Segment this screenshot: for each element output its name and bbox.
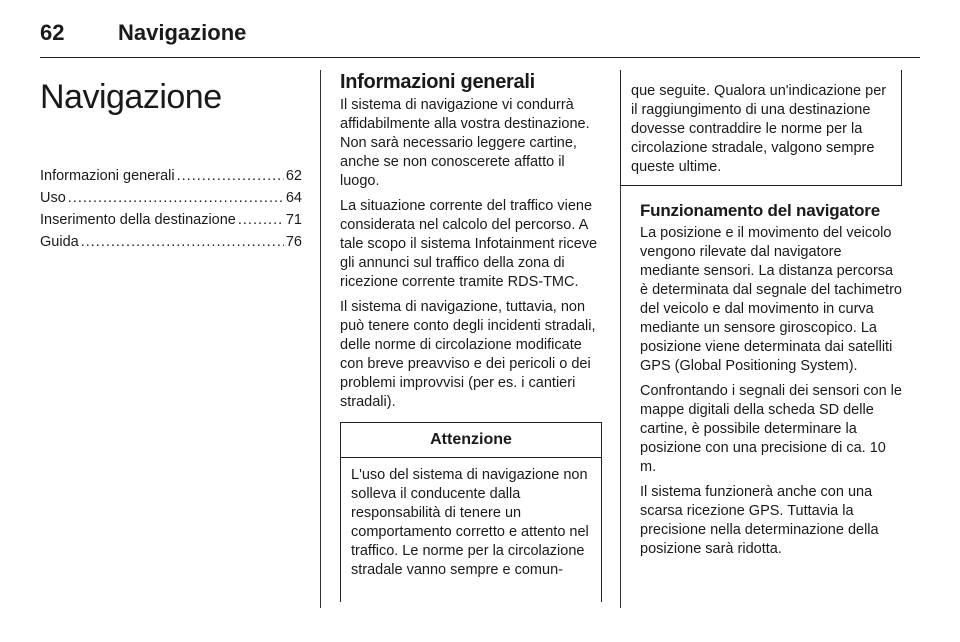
page-number: 62: [40, 20, 65, 45]
toc-page: 71: [285, 212, 302, 228]
toc-label: Uso: [40, 190, 66, 206]
paragraph: Il sistema funzionerà anche con una scarsa ricezione GPS. Tuttavia la precisione nella determinazione della posizione sarà ridotta.: [640, 484, 879, 557]
page-header: [40, 16, 920, 60]
toc-leader: [177, 165, 284, 187]
toc-leader: [238, 209, 284, 231]
left-column: [40, 70, 302, 253]
toc-leader: [81, 231, 284, 253]
paragraph: La posizione e il movimento del veicolo vengono rilevate dal navigatore mediante sensori. La distanza percorsa è determinata dal segnale del tachimetro del veicolo e dal movimento in curva mediante un sensore giroscopico. La posizione viene determinata dai satelliti GPS (Global Positioning System).: [640, 225, 902, 374]
toc-item-guida[interactable]: [40, 231, 302, 253]
toc-label: Informazioni generali: [40, 168, 175, 184]
middle-column: [340, 70, 602, 602]
subsection-title: Funzionamento del navigatore: [640, 201, 880, 220]
chapter-title: Navigazione: [40, 78, 222, 116]
warning-heading: Attenzione: [341, 422, 601, 458]
warning-box: [340, 422, 602, 602]
table-of-contents: [40, 165, 302, 253]
toc-label: Guida: [40, 234, 79, 250]
header-divider: [40, 57, 920, 58]
toc-leader: [68, 187, 284, 209]
column-divider: [320, 70, 321, 608]
paragraph: La situazione corrente del traffico viene considerata nel calcolo del percorso. A tale scopo il sistema Infotainment riceve gli annunci sul traffico della zona di ricezione corrente tramite RDS-TMC.: [340, 198, 598, 290]
paragraph: Il sistema di navigazione vi condurrà affidabilmente alla vostra destinazione. Non sarà necessario leggere cartine, anche se non conoscerete affatto il luogo.: [340, 97, 590, 189]
warning-box-continued: [620, 70, 902, 186]
warning-text-continued: que seguite. Qualora un'indicazione per il raggiungimento di una destinazione dovesse contraddire le norme per la circolazione stradale, valgono sempre queste ultime.: [631, 83, 887, 175]
toc-label: Inserimento della destinazione: [40, 212, 236, 228]
toc-item-informazioni-generali[interactable]: [40, 165, 302, 187]
running-title: Navigazione: [118, 20, 247, 45]
warning-text: L'uso del sistema di navigazione non solleva il conducente dalla responsabilità di tenere un comportamento corretto e attento nel traffico. Le norme per la circolazione stradale vanno sempre e comun-: [351, 467, 589, 578]
paragraph: Il sistema di navigazione, tuttavia, non può tenere conto degli incidenti stradali, delle norme di circolazione modificate con breve preavviso e dei pericoli o dei problemi improvvisi (per es. i cantieri stradali).: [340, 299, 596, 410]
toc-item-uso[interactable]: [40, 187, 302, 209]
paragraph: Confrontando i segnali dei sensori con le mappe digitali della scheda SD delle cartine, è possibile determinare la posizione con una precisione di ca. 10 m.: [640, 383, 902, 475]
toc-page: 76: [285, 234, 302, 250]
toc-page: 62: [285, 168, 302, 184]
right-column: [620, 70, 902, 565]
section-title: Informazioni generali: [340, 71, 535, 93]
toc-item-inserimento-destinazione[interactable]: [40, 209, 302, 231]
toc-page: 64: [285, 190, 302, 206]
